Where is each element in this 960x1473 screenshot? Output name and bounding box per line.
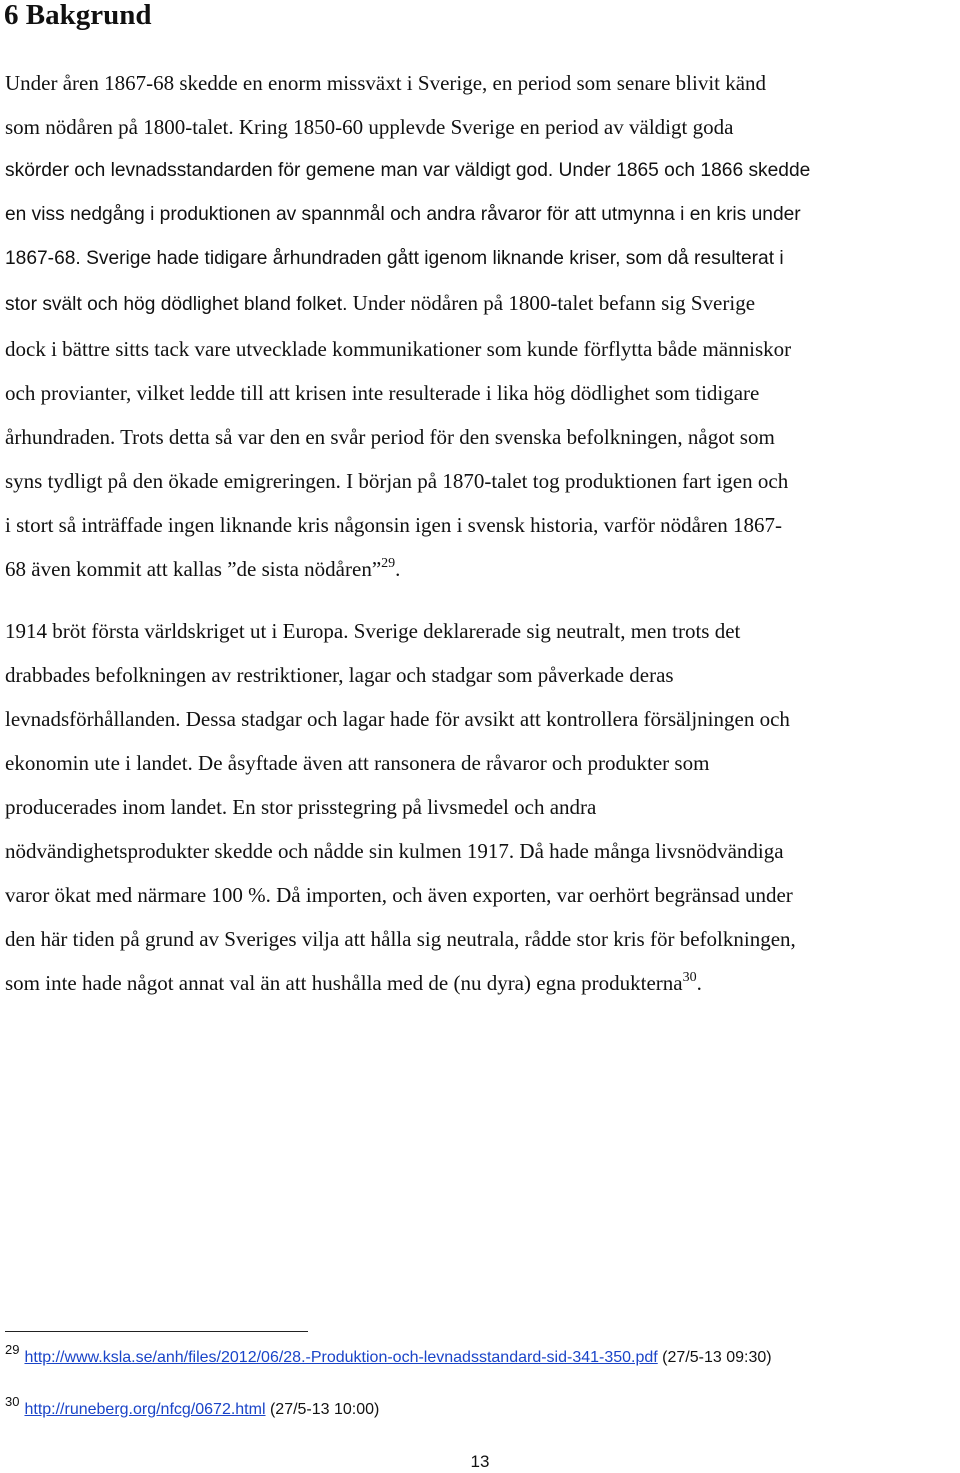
text-line: en viss nedgång i produktionen av spannmål och andra råvaror för att utmynna i en kris under xyxy=(5,204,801,225)
paragraph-nodaren xyxy=(5,61,957,591)
footnote-number: 30 xyxy=(5,1394,20,1409)
footnote-30 xyxy=(5,1394,380,1420)
text-line: århundraden. Trots detta så var den en svår period för den svenska befolkningen, något som xyxy=(5,425,775,449)
text-line: i stort så inträffade ingen liknande kris någonsin igen i svensk historia, varför nödåren 1867- xyxy=(5,513,783,537)
text-line: dock i bättre sitts tack vare utvecklade kommunikationer som kunde förflytta både människor xyxy=(5,337,792,361)
text-line: Under åren 1867-68 skedde en enorm missväxt i Sverige, en period som senare blivit känd xyxy=(5,71,767,95)
text-line: drabbades befolkningen av restriktioner, lagar och stadgar som påverkade deras xyxy=(5,663,674,687)
text-line: varor ökat med närmare 100 %. Då importen, och även exporten, var oerhört begränsad under xyxy=(5,883,793,907)
text-line: skörder och levnadsstandarden för gemene man var väldigt god. Under 1865 och 1866 skedde xyxy=(5,160,811,181)
footnote-note: (27/5-13 10:00) xyxy=(265,1401,380,1418)
text-line: levnadsförhållanden. Dessa stadgar och lagar hade för avsikt att kontrollera försäljningen och xyxy=(5,707,790,731)
text-segment: 68 även kommit att kallas ”de sista nödåren” xyxy=(5,557,382,581)
text-line: 1867-68. Sverige hade tidigare århundraden gått igenom liknande kriser, som då resulterat i xyxy=(5,248,784,269)
text-segment: som inte hade något annat val än att hushålla med de (nu dyra) egna produkterna xyxy=(5,971,683,995)
text-line: och provianter, vilket ledde till att krisen inte resulterade i lika hög dödlighet som tidigare xyxy=(5,381,760,405)
page-number: 13 xyxy=(470,1452,490,1471)
footnote-ref-30[interactable]: 30 xyxy=(682,970,697,985)
text-line: syns tydligt på den ökade emigreringen. I början på 1870-talet tog produktionen fart igen och xyxy=(5,469,789,493)
footnote-link-ksla[interactable]: http://www.ksla.se/anh/files/2012/06/28.-Produktion-och-levnadsstandard-sid-341-350.pdf xyxy=(24,1349,658,1366)
text-segment: Under nödåren på 1800-talet befann sig Sverige xyxy=(347,291,756,315)
footnote-ref-29[interactable]: 29 xyxy=(381,556,396,571)
text-line: 1914 bröt första världskriget ut i Europa. Sverige deklarerade sig neutralt, men trots det xyxy=(5,619,741,643)
text-segment: . xyxy=(395,557,401,581)
text-line: som nödåren på 1800-talet. Kring 1850-60 upplevde Sverige en period av väldigt goda xyxy=(5,115,734,139)
text-line: producerades inom landet. En stor prisstegring på livsmedel och andra xyxy=(5,795,597,819)
section-heading: 6 Bakgrund xyxy=(4,0,152,31)
footnote-note: (27/5-13 09:30) xyxy=(657,1349,772,1366)
text-segment: . xyxy=(696,971,702,995)
paragraph-forsta-varldskriget xyxy=(5,609,957,1005)
text-line: den här tiden på grund av Sveriges vilja att hålla sig neutrala, rådde stor kris för befolkningen, xyxy=(5,927,796,951)
text-line: nödvändighetsprodukter skedde och nådde sin kulmen 1917. Då hade många livsnödvändiga xyxy=(5,839,784,863)
footnote-link-runeberg[interactable]: http://runeberg.org/nfcg/0672.html xyxy=(24,1401,266,1418)
footnote-29 xyxy=(5,1342,772,1368)
footnote-separator xyxy=(5,1331,308,1332)
footnote-number: 29 xyxy=(5,1342,20,1357)
text-line: ekonomin ute i landet. De åsyftade även att ransonera de råvaror och produkter som xyxy=(5,751,710,775)
text-segment: stor svält och hög dödlighet bland folket. xyxy=(5,294,348,315)
